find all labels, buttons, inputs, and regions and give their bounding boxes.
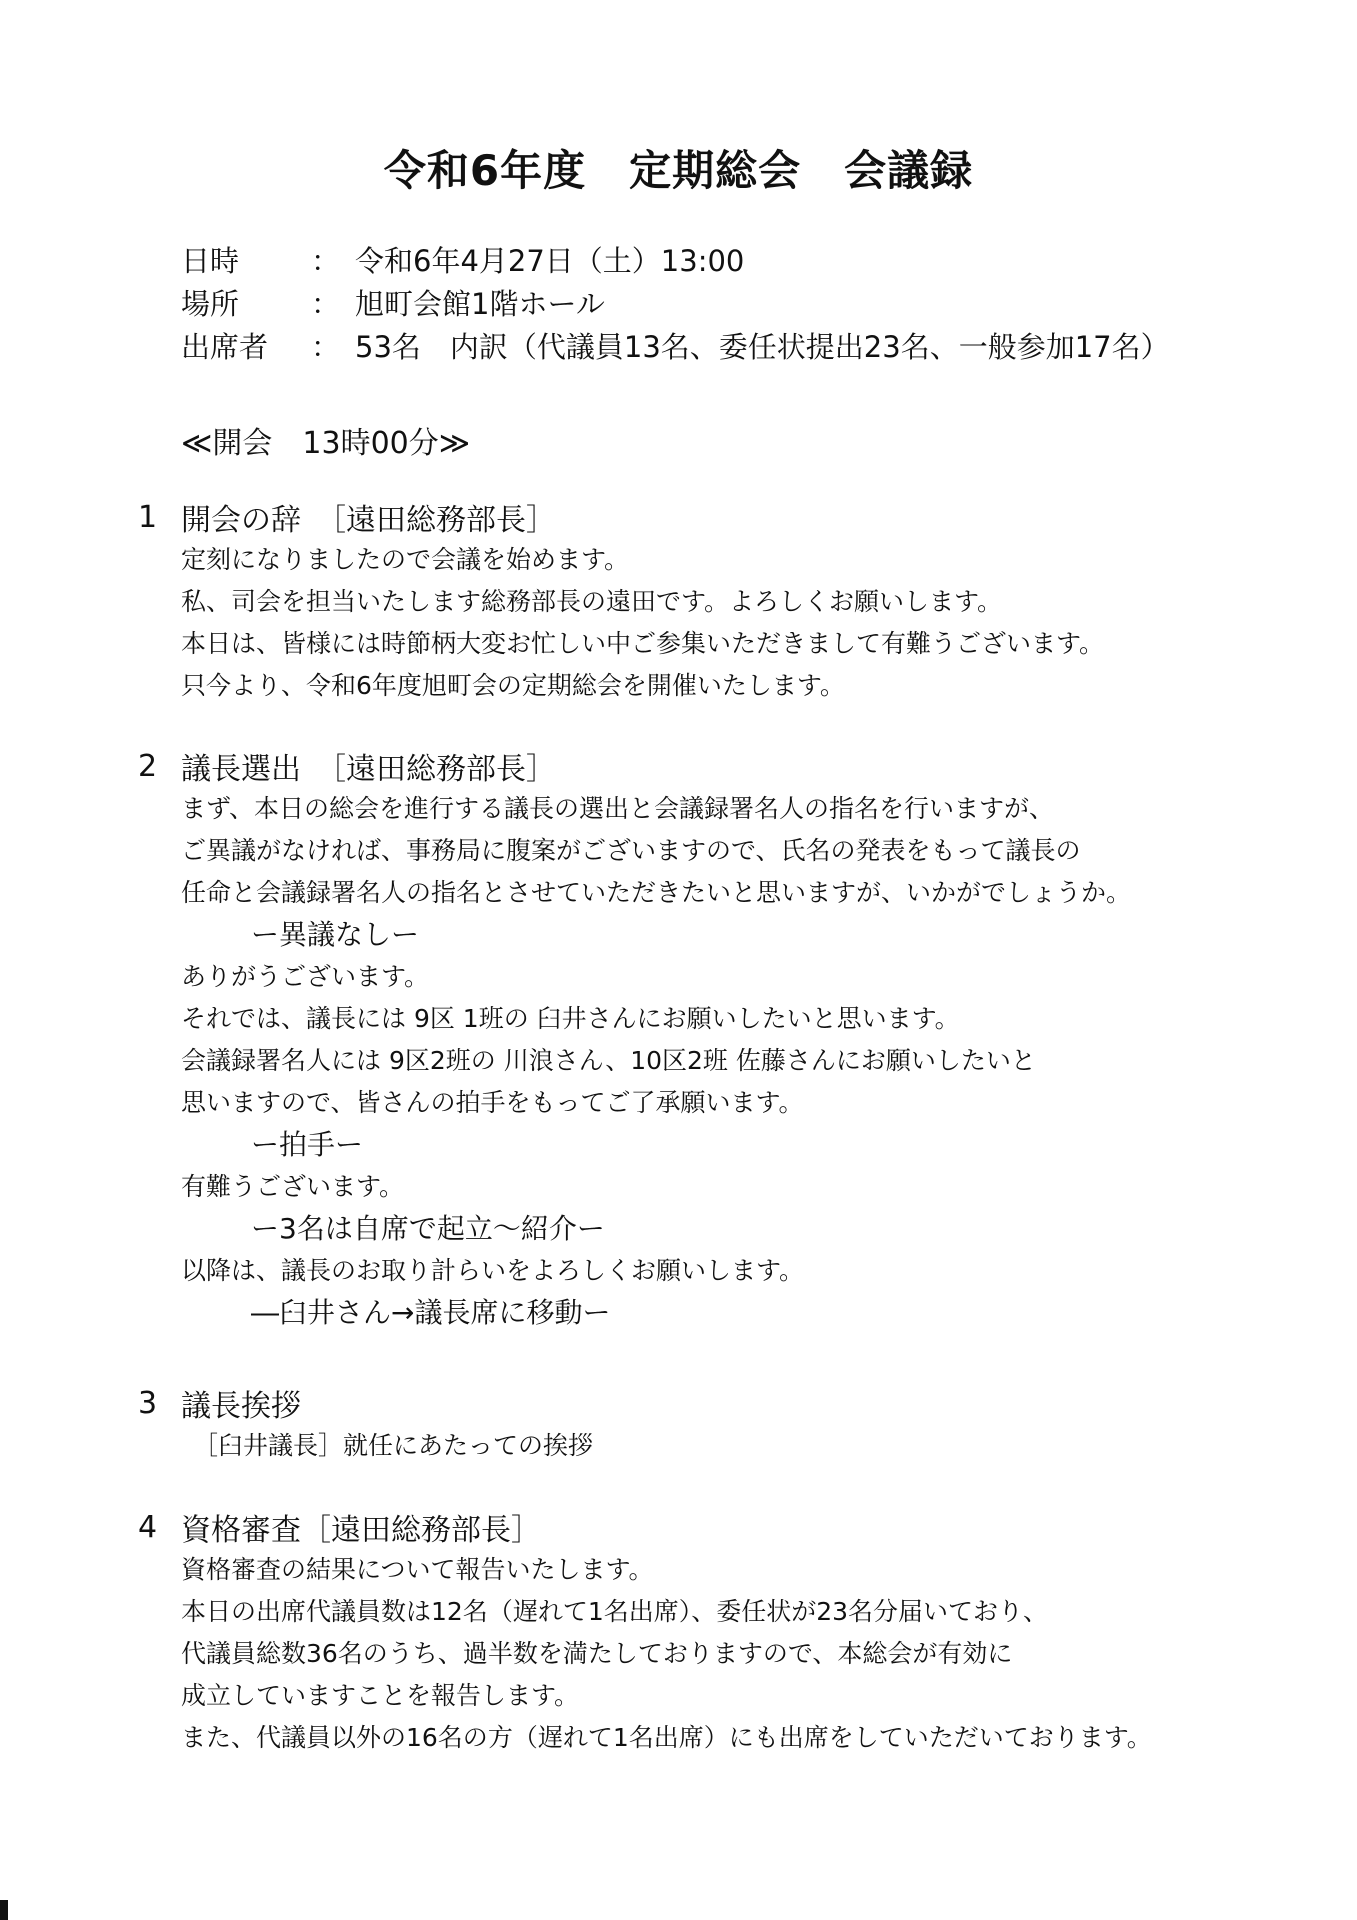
body-line: 本日は、皆様には時節柄大変お忙しい中ご参集いただきまして有難うございます。	[181, 629, 1105, 658]
section-heading	[138, 1381, 593, 1425]
meta-row-place	[181, 281, 1170, 324]
section-number: 2	[138, 748, 158, 784]
meta-value: 53名 内訳（代議員13名、委任状提出23名、一般参加17名）	[355, 330, 1170, 364]
body-line: それでは、議長には 9区 1班の 臼井さんにお願いしたいと思います。	[181, 1004, 960, 1033]
section-number: 3	[138, 1385, 158, 1421]
body-line: 思いますので、皆さんの拍手をもってご了承願います。	[181, 1088, 804, 1117]
section-title: 開会の辞 ［遠田総務部長］	[181, 503, 556, 538]
meta-colon: ：	[311, 330, 341, 364]
section-title: 議長選出 ［遠田総務部長］	[181, 752, 556, 787]
meta-label: 日時	[181, 244, 240, 278]
stage-direction: ー3名は自席で起立～紹介ー	[251, 1212, 605, 1245]
section-credentials-review	[138, 1505, 1152, 1759]
scan-edge-mark	[0, 1900, 8, 1920]
body-line: 有難うございます。	[181, 1172, 405, 1201]
meeting-info	[181, 238, 1170, 367]
section-opening-remarks	[138, 495, 1104, 707]
body-line: ご異議がなければ、事務局に腹案がございますので、氏名の発表をもって議長の	[181, 836, 1081, 865]
body-line: 私、司会を担当いたします総務部長の遠田です。よろしくお願いします。	[181, 587, 1003, 616]
section-body	[138, 1549, 1152, 1759]
section-number: 1	[138, 499, 158, 535]
meta-colon: ：	[311, 287, 341, 321]
section-chair-election	[138, 744, 1131, 1334]
section-title: 資格審査［遠田総務部長］	[181, 1513, 541, 1548]
stage-direction: ー拍手ー	[251, 1128, 364, 1161]
opening-marker: ≪開会 13時00分≫	[181, 426, 471, 461]
body-line: 会議録署名人には 9区2班の 川浪さん、10区2班 佐藤さんにお願いしたいと	[181, 1046, 1036, 1075]
body-line: また、代議員以外の16名の方（遅れて1名出席）にも出席をしていただいております。	[181, 1723, 1152, 1752]
section-heading	[138, 495, 1104, 539]
body-line: 代議員総数36名のうち、過半数を満たしておりますので、本総会が有効に	[181, 1639, 1013, 1668]
body-line: 成立していますことを報告します。	[181, 1681, 580, 1710]
meta-value: 旭町会館1階ホール	[355, 287, 605, 321]
section-heading	[138, 1505, 1152, 1549]
section-body	[138, 788, 1131, 1334]
meta-label: 場所	[181, 287, 240, 321]
meta-row-attendees	[181, 324, 1170, 367]
meta-row-datetime	[181, 238, 1170, 281]
body-line: 資格審査の結果について報告いたします。	[181, 1555, 654, 1584]
meta-label: 出席者	[181, 330, 269, 364]
section-body	[138, 539, 1104, 707]
stage-direction: ー異議なしー	[251, 918, 420, 951]
document-title: 令和6年度 定期総会 会議録	[383, 146, 974, 195]
section-heading	[138, 744, 1131, 788]
body-line: 定刻になりましたので会議を始めます。	[181, 545, 630, 574]
body-line: まず、本日の総会を進行する議長の選出と会議録署名人の指名を行いますが、	[181, 794, 1055, 823]
section-chair-greeting	[138, 1381, 593, 1467]
body-line: ありがうございます。	[181, 962, 430, 991]
body-line: ［臼井議長］就任にあたっての挨拶	[193, 1431, 594, 1460]
meta-colon: ：	[311, 244, 341, 278]
body-line: 以降は、議長のお取り計らいをよろしくお願いします。	[181, 1256, 805, 1285]
body-line: 只今より、令和6年度旭町会の定期総会を開催いたします。	[181, 671, 845, 700]
meta-value: 令和6年4月27日（土）13:00	[355, 244, 745, 278]
section-number: 4	[138, 1509, 158, 1545]
stage-direction: ―臼井さん→議長席に移動ー	[251, 1296, 611, 1329]
body-line: 本日の出席代議員数は12名（遅れて1名出席）、委任状が23名分届いており、	[181, 1597, 1049, 1626]
section-body	[138, 1425, 593, 1467]
body-line: 任命と会議録署名人の指名とさせていただきたいと思いますが、いかがでしょうか。	[181, 878, 1132, 907]
section-title: 議長挨拶	[181, 1389, 301, 1424]
